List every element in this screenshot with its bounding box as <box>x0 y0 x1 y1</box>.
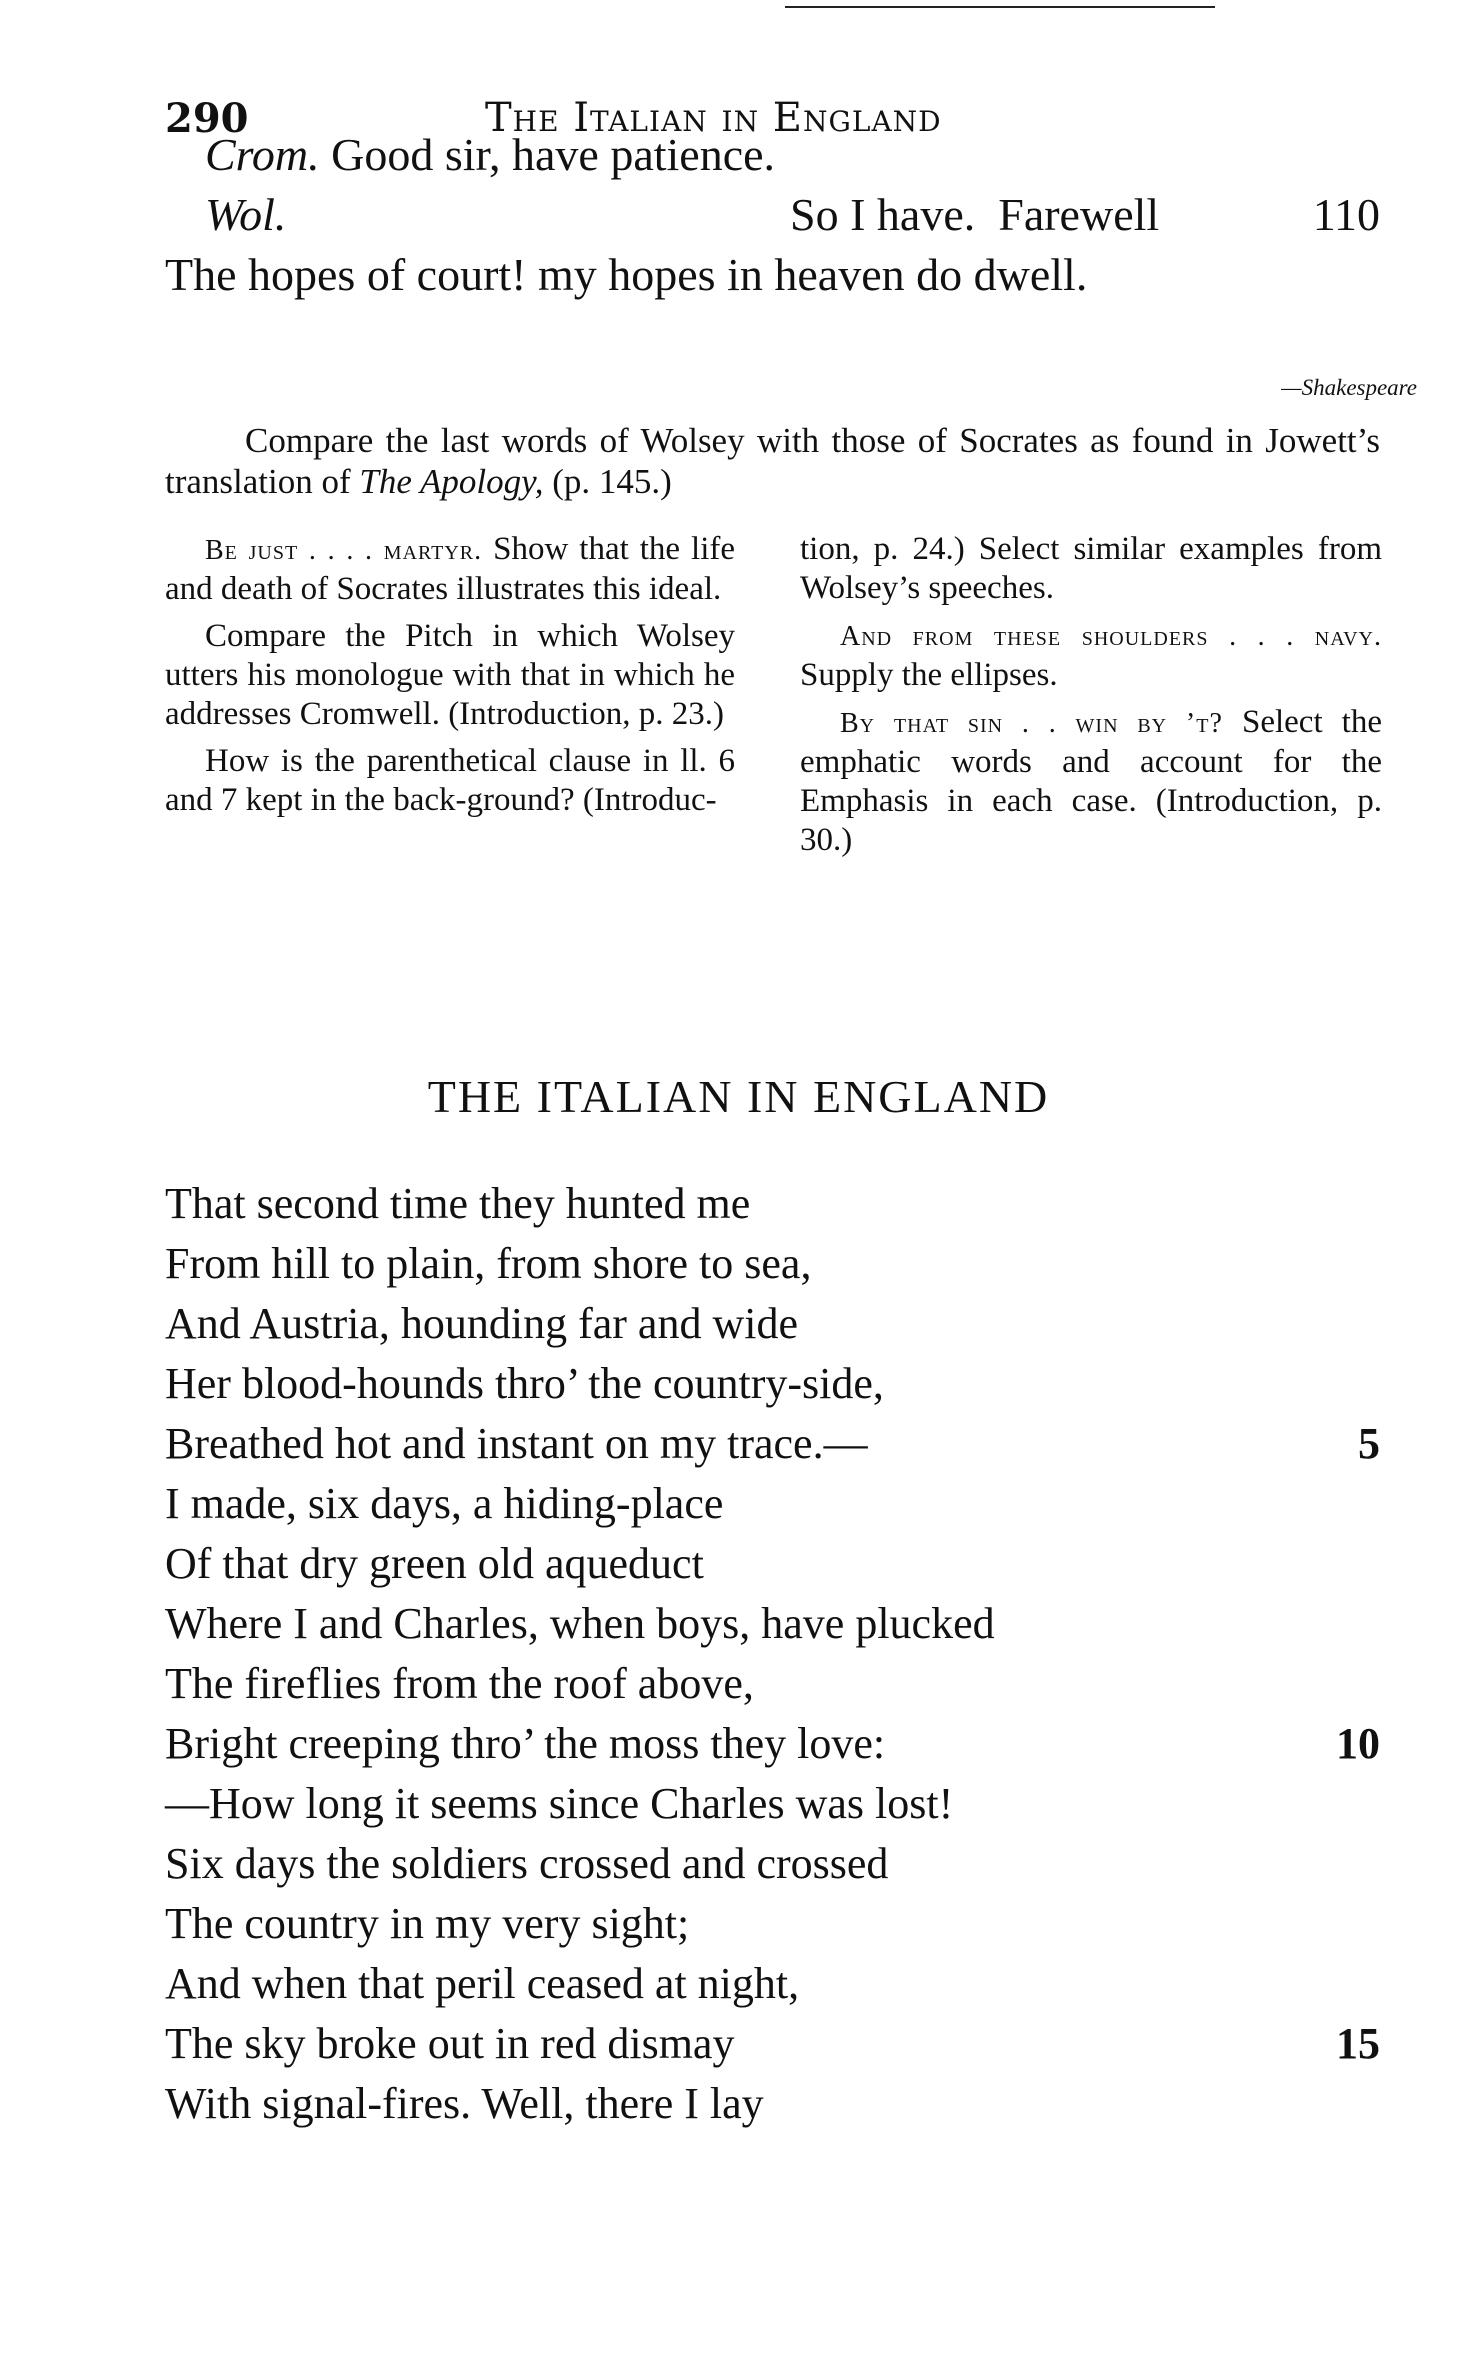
line-number: 15 <box>1336 2019 1380 2068</box>
page-number: 290 <box>165 95 249 142</box>
poem-line <box>165 2018 1380 2078</box>
dialogue-text: Good sir, have patience. <box>331 129 776 180</box>
poem-line-text: The country in my very sight; <box>165 1899 690 1948</box>
intro-text: Compare the last words of Wolsey with those of Socrates as found in Jowett’s translation of <box>165 421 1380 501</box>
poem-line-text: Breathed hot and instant on my trace.— <box>165 1419 868 1468</box>
top-rule <box>785 6 1215 8</box>
note-lead: By that sin . . win by ’t? <box>840 708 1223 739</box>
note-paragraph <box>165 530 735 609</box>
speaker-name: Crom. <box>205 129 320 180</box>
dialogue-line-1 <box>165 128 1380 181</box>
attribution: —Shakespeare <box>1281 375 1417 400</box>
note-paragraph <box>165 742 735 820</box>
poem-line <box>165 1718 1380 1778</box>
note-text: Supply the ellipses. <box>800 657 1058 693</box>
dialogue-text: The hopes of court! my hopes in heaven do dwell. <box>165 249 1088 300</box>
speaker-name: Wol. <box>205 189 287 240</box>
note-paragraph <box>800 703 1382 860</box>
poem-line-text: The sky broke out in red dismay <box>165 2019 735 2068</box>
poem-line-text: That second time they hunted me <box>165 1179 751 1228</box>
line-number: 5 <box>1358 1419 1380 1468</box>
line-number: 110 <box>1312 189 1380 240</box>
running-title: The Italian in England <box>485 95 942 141</box>
poem-line <box>165 1658 1380 1718</box>
poem-line <box>165 2078 1380 2138</box>
poem-line-text: Where I and Charles, when boys, have plucked <box>165 1599 995 1648</box>
poem-line-text: I made, six days, a hiding-place <box>165 1479 724 1528</box>
line-number: 10 <box>1336 1719 1380 1768</box>
dialogue-line-3 <box>165 248 1380 301</box>
poem-line-text: And when that peril ceased at night, <box>165 1959 800 2008</box>
intro-paragraph <box>165 420 1380 502</box>
poem-line-text: —How long it seems since Charles was lost! <box>165 1779 954 1828</box>
note-text: Show that the life and death of Socrates illustrates this ideal. <box>165 531 736 607</box>
note-lead: And from these shoulders . . . navy. <box>840 621 1382 652</box>
poem-line-text: From hill to plain, from shore to sea, <box>165 1239 812 1288</box>
note-text: tion, p. 24.) Select similar examples from Wolsey’s speeches. <box>800 531 1382 606</box>
note-text: How is the parenthetical clause in ll. 6 and 7 kept in the back-ground? (Introduc- <box>165 743 735 818</box>
poem-line <box>165 1358 1380 1418</box>
poem-line <box>165 1178 1380 1238</box>
note-text: Compare the Pitch in which Wolsey utters his monologue with that in which he addresses Cromwell. (Introduction, p. 23.) <box>165 618 735 732</box>
poem-line-text: Of that dry green old aqueduct <box>165 1539 704 1588</box>
poem-line <box>165 1958 1380 2018</box>
poem-line <box>165 1238 1380 1298</box>
poem-line <box>165 1538 1380 1598</box>
note-lead: Be just . . . . martyr. <box>205 535 483 566</box>
note-paragraph <box>800 616 1382 695</box>
poem-line <box>165 1598 1380 1658</box>
poem-line-text: And Austria, hounding far and wide <box>165 1299 798 1348</box>
poem-line-text: The fireflies from the roof above, <box>165 1659 754 1708</box>
poem-line <box>165 1778 1380 1838</box>
dialogue-text: So I have. Farewell <box>790 189 1160 240</box>
poem-line-text: With signal-fires. Well, there I lay <box>165 2079 764 2128</box>
notes-right-column <box>800 530 1382 868</box>
poem-line <box>165 1418 1380 1478</box>
poem-line <box>165 1898 1380 1958</box>
poem-line <box>165 1478 1380 1538</box>
intro-title: The Apology, <box>359 462 544 501</box>
dialogue-line-2 <box>165 188 1380 241</box>
poem-line-text: Bright creeping thro’ the moss they love: <box>165 1719 886 1768</box>
poem-body <box>165 1178 1380 2138</box>
note-paragraph <box>800 530 1382 608</box>
poem-line <box>165 1298 1380 1358</box>
poem-title: THE ITALIAN IN ENGLAND <box>427 1071 1050 1122</box>
poem-line-text: Six days the soldiers crossed and crossed <box>165 1839 889 1888</box>
poem-line-text: Her blood-hounds thro’ the country-side, <box>165 1359 884 1408</box>
intro-tail: (p. 145.) <box>552 462 672 501</box>
poem-line <box>165 1838 1380 1898</box>
note-text: Select the emphatic words and account for the Emphasis in each case. (Introduction, p. 30.) <box>800 704 1382 858</box>
notes-left-column <box>165 530 735 828</box>
note-paragraph <box>165 617 735 734</box>
